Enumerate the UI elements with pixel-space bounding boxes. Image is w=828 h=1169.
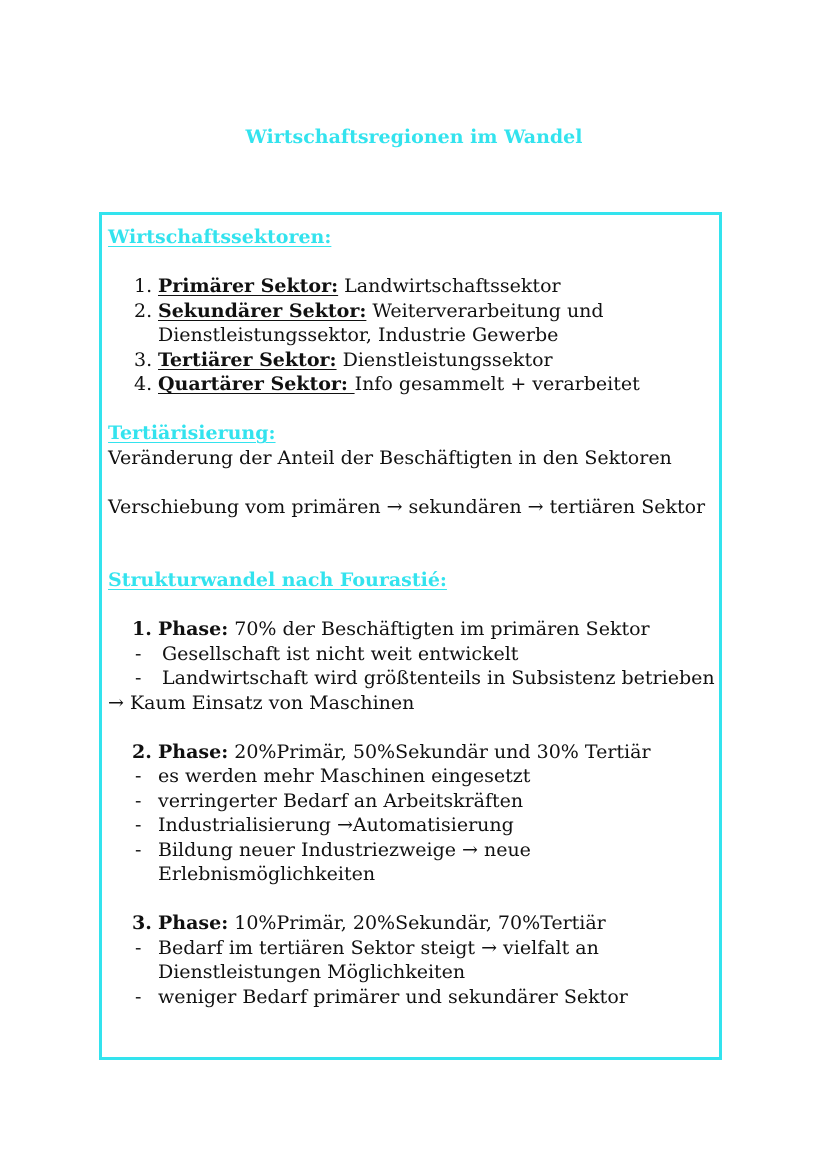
list-item: - Bedarf im tertiären Sektor steigt → vielfalt an Dienstleistungen Möglichkeiten xyxy=(135,936,599,983)
list-item: - weniger Bedarf primärer und sekundärer Sektor xyxy=(135,985,628,1008)
strukturwandel-heading: Strukturwandel nach Fourastié: xyxy=(108,569,447,591)
sector-term: Primärer Sektor: xyxy=(158,275,339,297)
sector-term: Sekundärer Sektor: xyxy=(158,299,367,322)
phase-1-note: → Kaum Einsatz von Maschinen xyxy=(108,691,415,714)
sektoren-list xyxy=(108,274,718,397)
tertiarisierung-line: Verschiebung vom primären → sekundären → tertiären Sektor xyxy=(108,495,706,518)
list-item: 3. Tertiärer Sektor: Dienstleistungssektor xyxy=(134,348,553,371)
list-item: - es werden mehr Maschinen eingesetzt xyxy=(135,765,531,787)
list-item: - Landwirtschaft wird größtenteils in Subsistenz betrieben xyxy=(135,667,715,689)
phase-2: 2. Phase: 20%Primär, 50%Sekundär und 30% Tertiär xyxy=(132,740,651,763)
list-item: - Industrialisierung →Automatisierung xyxy=(135,814,514,836)
sector-term: Quartärer Sektor: xyxy=(158,373,355,395)
content-box xyxy=(99,212,722,1060)
list-item: 4. Quartärer Sektor: Info gesammelt + verarbeitet xyxy=(134,373,640,395)
list-item: - Bildung neuer Industriezweige → neue Erlebnismöglichkeiten xyxy=(135,838,531,885)
tertiarisierung-heading: Tertiärisierung: xyxy=(108,422,276,444)
list-item: - verringerter Bedarf an Arbeitskräften xyxy=(135,789,524,812)
list-item: - Gesellschaft ist nicht weit entwickelt xyxy=(135,642,519,665)
page-title: Wirtschaftsregionen im Wandel xyxy=(245,126,583,148)
sektoren-heading: Wirtschaftssektoren: xyxy=(108,226,332,248)
tertiarisierung-line: Veränderung der Anteil der Beschäftigten in den Sektoren xyxy=(108,446,672,469)
list-item: 2. Sekundärer Sektor: Weiterverarbeitung und Dienstleistungssektor, Industrie Gewerbe xyxy=(134,299,604,346)
content xyxy=(108,225,718,1009)
list-item: 1. Primärer Sektor: Landwirtschaftssektor xyxy=(134,275,561,297)
sector-term: Tertiärer Sektor: xyxy=(158,348,337,371)
phase-3: 3. Phase: 10%Primär, 20%Sekundär, 70%Tertiär xyxy=(132,912,606,934)
phase-1: 1. Phase: 70% der Beschäftigten im primären Sektor xyxy=(132,618,650,640)
